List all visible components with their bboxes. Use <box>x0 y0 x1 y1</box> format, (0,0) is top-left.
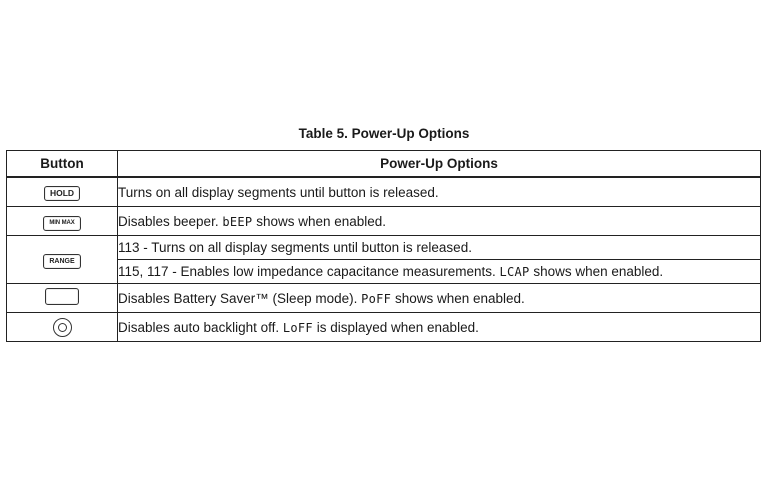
power-up-options-table <box>6 150 761 342</box>
option-description <box>118 177 761 207</box>
table-row <box>7 236 761 260</box>
description-text: 115, 117 - Enables low impedance capacitance measurements. <box>118 264 500 279</box>
button-cell <box>7 236 118 284</box>
segment-display-text: LCAP <box>499 265 530 279</box>
button-cell <box>7 284 118 313</box>
description-text: 113 - Turns on all display segments until button is released. <box>118 240 472 255</box>
table-row <box>7 260 761 284</box>
description-text: Disables auto backlight off. <box>118 319 283 335</box>
description-text-suffix: shows when enabled. <box>252 213 387 229</box>
description-text: Disables Battery Saver™ (Sleep mode). <box>118 290 362 306</box>
range-key-icon: RANGE <box>43 254 81 269</box>
table-header-row <box>7 151 761 178</box>
option-description <box>118 236 761 260</box>
hold-key-icon: HOLD <box>44 186 80 201</box>
segment-display-text: bEEP <box>222 214 253 229</box>
min-max-key-icon: MIN MAX <box>43 216 81 231</box>
option-description <box>118 207 761 236</box>
description-text: Turns on all display segments until button is released. <box>118 184 439 200</box>
button-cell <box>7 207 118 236</box>
table-row <box>7 284 761 313</box>
header-button: Button <box>7 151 118 178</box>
button-cell <box>7 177 118 207</box>
segment-display-text: LoFF <box>282 320 313 335</box>
description-text: Disables beeper. <box>118 213 223 229</box>
backlight-key-icon <box>53 318 72 337</box>
option-description <box>118 260 761 284</box>
description-text-suffix: is displayed when enabled. <box>312 319 479 335</box>
segment-display-text: PoFF <box>361 291 392 306</box>
table-row <box>7 313 761 342</box>
table-row <box>7 177 761 207</box>
header-power-up-options: Power-Up Options <box>118 151 761 178</box>
description-text-suffix: shows when enabled. <box>529 264 664 279</box>
button-cell <box>7 313 118 342</box>
table-caption: Table 5. Power-Up Options <box>298 126 470 141</box>
description-text-suffix: shows when enabled. <box>391 290 525 306</box>
table-row <box>7 207 761 236</box>
blank-key-icon <box>45 288 79 305</box>
option-description <box>118 284 761 313</box>
option-description <box>118 313 761 342</box>
